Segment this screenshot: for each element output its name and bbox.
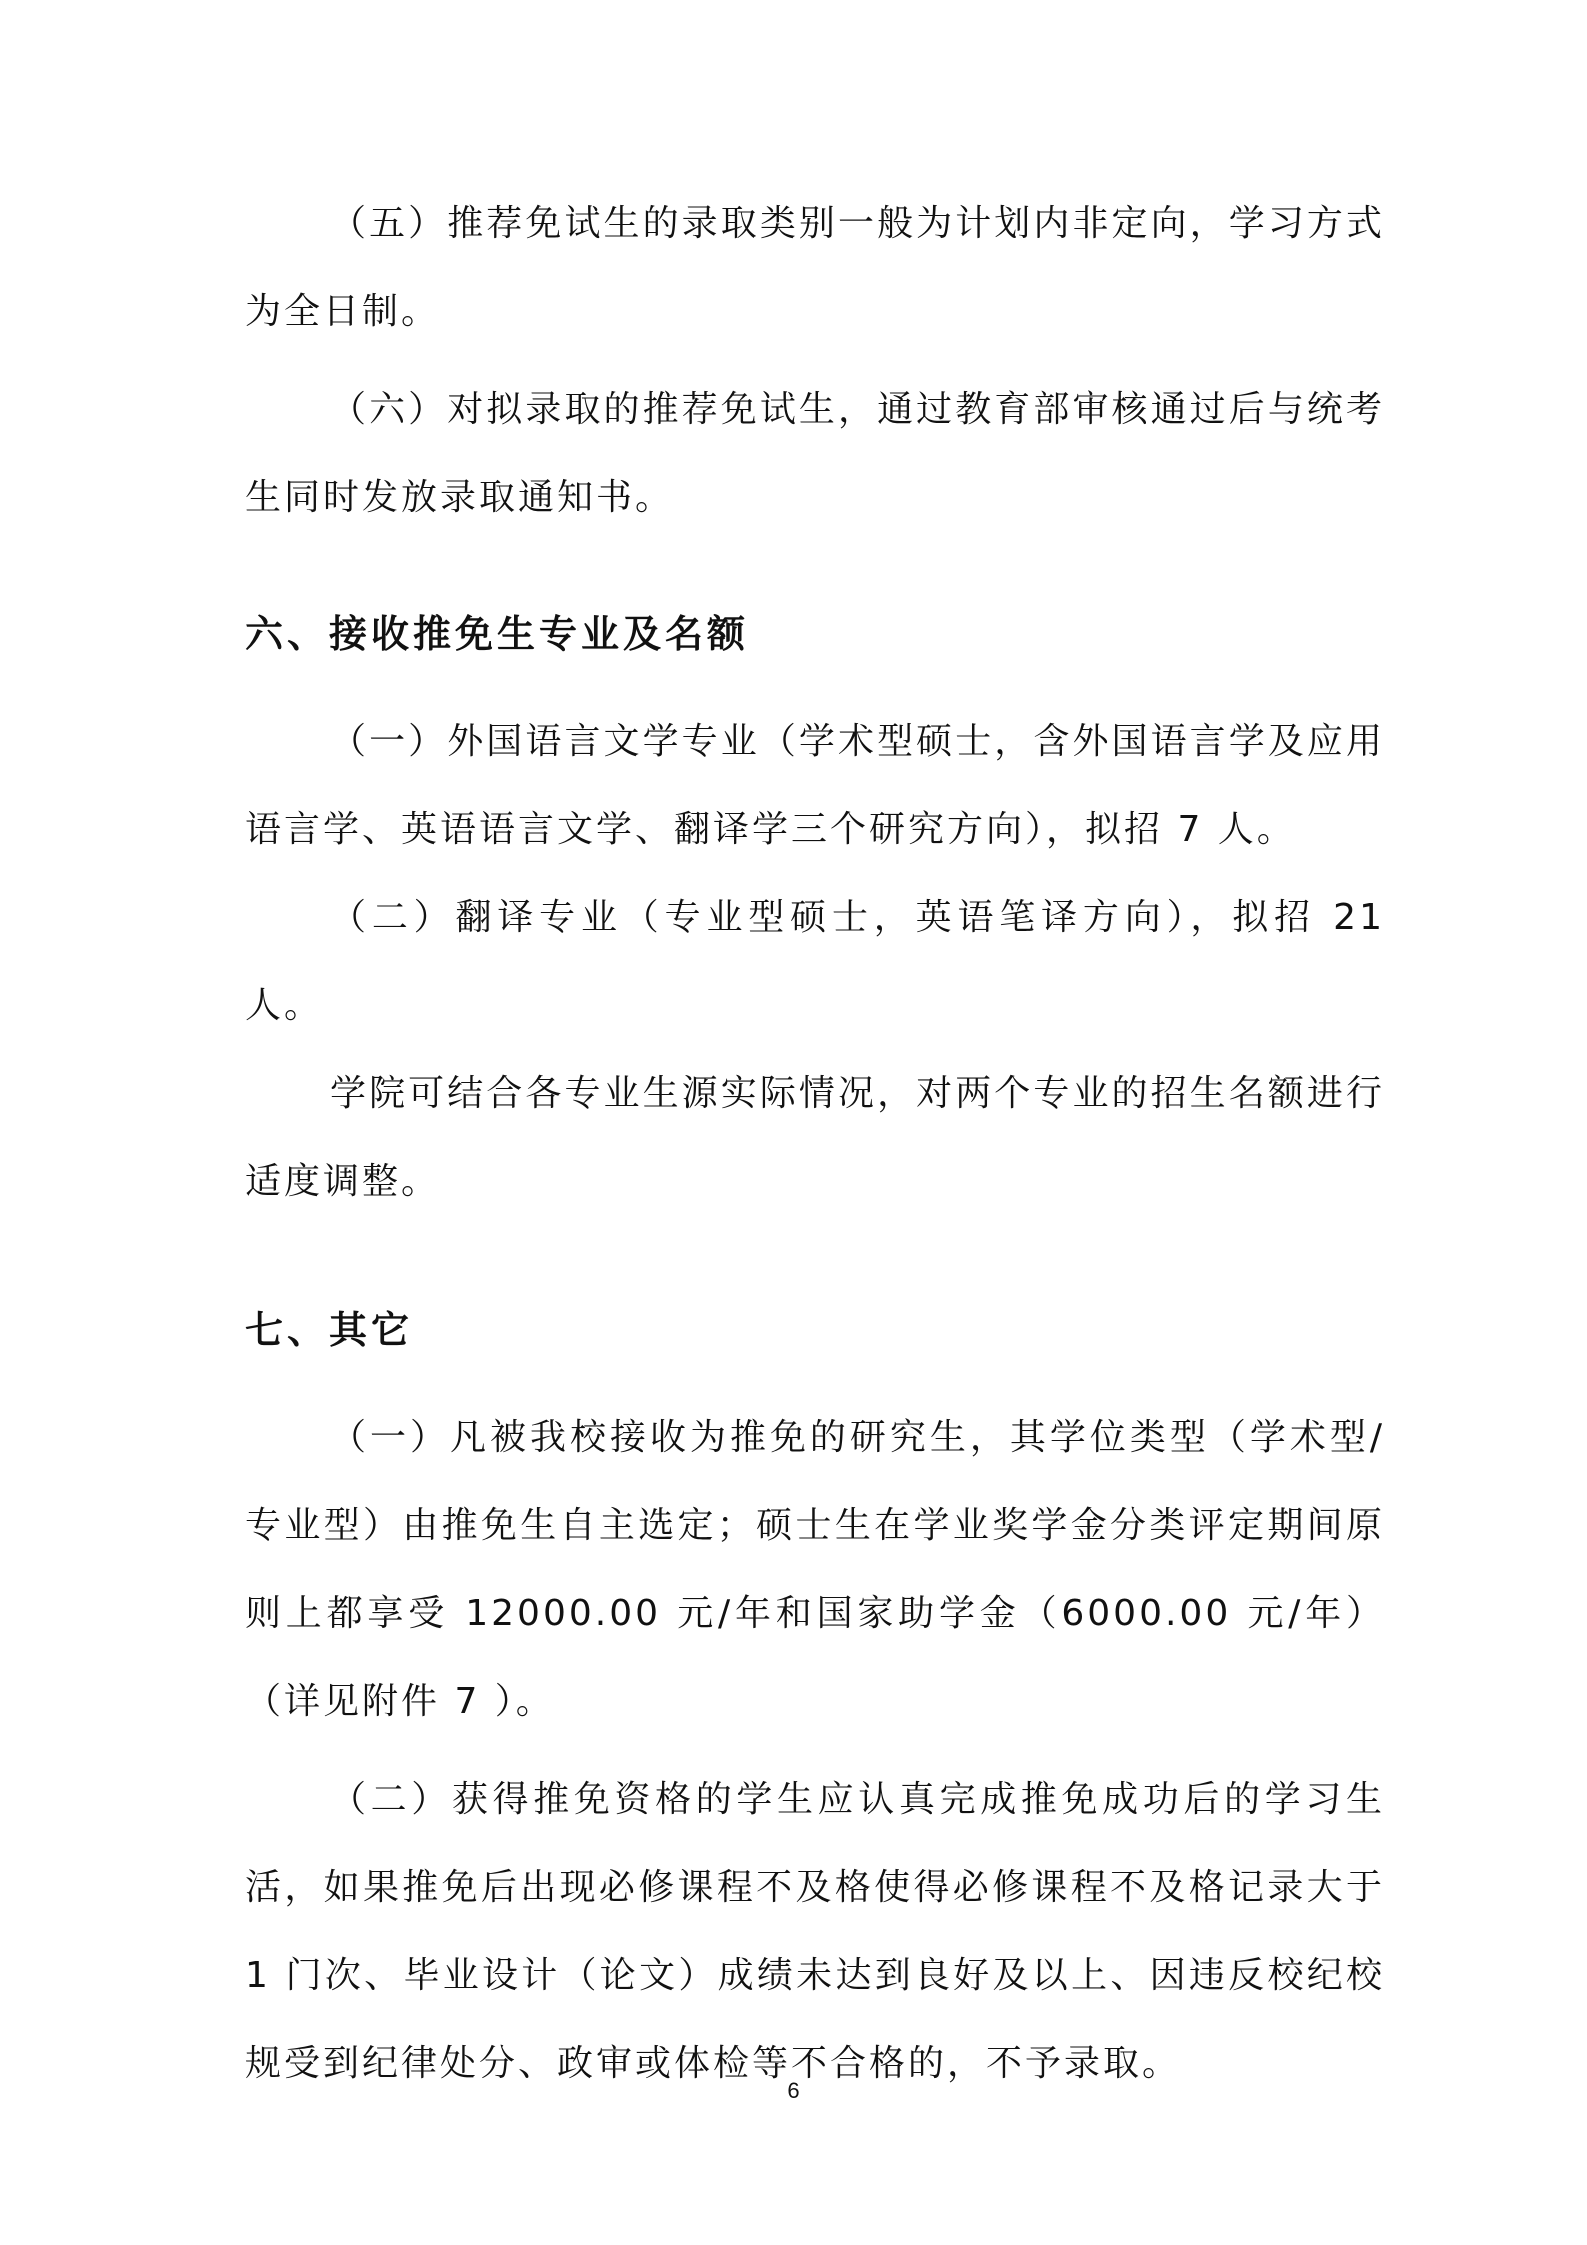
section-heading-other: 七、其它 (245, 1308, 414, 1352)
paragraph-admission-notice: （六）对拟录取的推荐免试生，通过教育部审核通过后与统考生同时发放录取通知书。 (245, 389, 1385, 518)
paragraph-foreign-language-major: （一）外国语言文学专业（学术型硕士，含外国语言学及应用语言学、英语语言文学、翻译学三个研究方向），拟招 7 人。 (245, 721, 1385, 850)
paragraph-admission-category: （五）推荐免试生的录取类别一般为计划内非定向，学习方式为全日制。 (245, 203, 1385, 332)
paragraph-translation-major: （二）翻译专业（专业型硕士，英语笔译方向），拟招 21人。 (245, 897, 1385, 1026)
paragraph-quota-adjustment: 学院可结合各专业生源实际情况，对两个专业的招生名额进行适度调整。 (245, 1073, 1385, 1202)
paragraph-degree-type-scholarship: （一）凡被我校接收为推免的研究生，其学位类型（学术型/专业型）由推免生自主选定；硕士生在学业奖学金分类评定期间原则上都享受 12000.00 元/年和国家助学金（6000.00 元/年）（详见附件 7 ）。 (245, 1417, 1385, 1722)
paragraph-disqualification-conditions: （二）获得推免资格的学生应认真完成推免成功后的学习生活，如果推免后出现必修课程不及格使得必修课程不及格记录大于 1 门次、毕业设计（论文）成绩未达到良好及以上、因违反校纪校规受到纪律处分、政审或体检等不合格的，不予录取。 (245, 1779, 1385, 2084)
document-body (245, 180, 1385, 2108)
section-heading-majors-quota: 六、接收推免生专业及名额 (245, 612, 750, 656)
page-number: 6 (787, 2078, 800, 2103)
